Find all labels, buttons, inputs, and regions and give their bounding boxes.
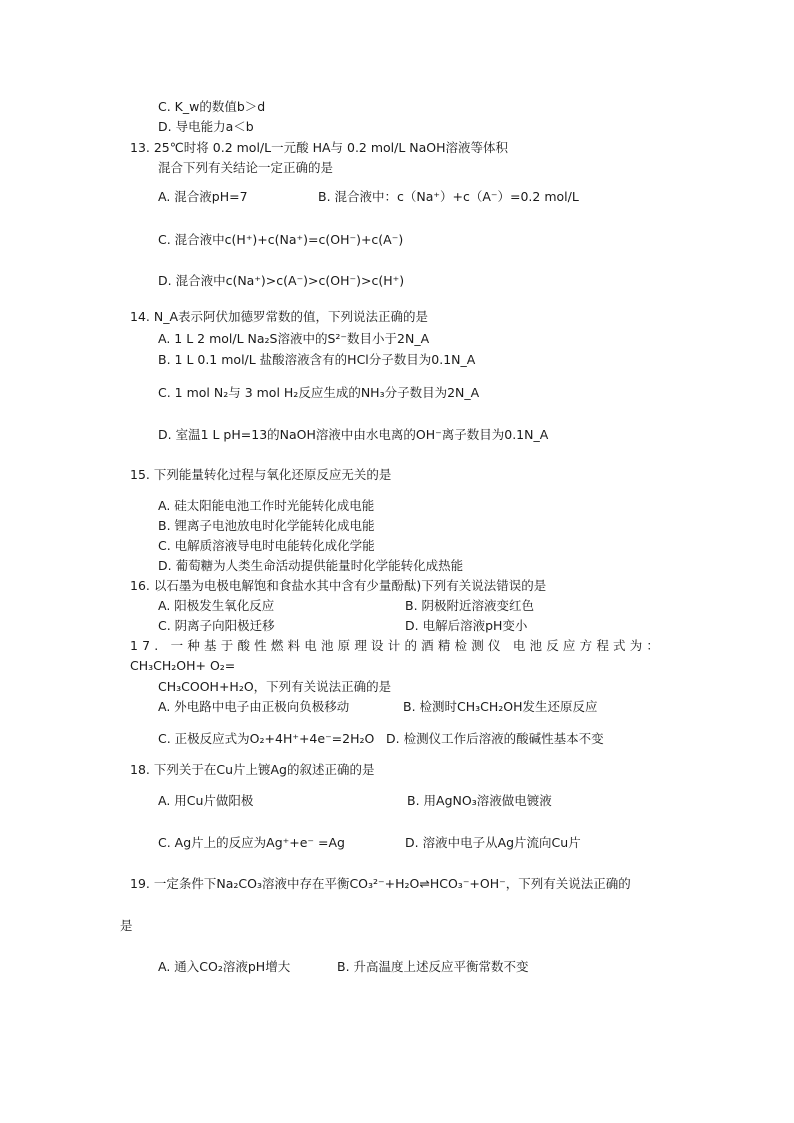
q17-option-d: D. 检测仪工作后溶液的酸碱性基本不变: [386, 731, 604, 746]
q15-option-d: D. 葡萄糖为人类生命活动提供能量时化学能转化成热能: [158, 558, 464, 573]
q17-stem-line1: 17. 一种基于酸性燃料电池原理设计的酒精检测仪 电池反应方程式为：: [130, 638, 664, 653]
q17-option-b: B. 检测时CH₃CH₂OH发生还原反应: [403, 699, 598, 714]
q19-stem-line1: 19. 一定条件下Na₂CO₃溶液中存在平衡CO₃²⁻+H₂O⇌HCO₃⁻+OH⁻，下列有关说法正确的: [130, 876, 631, 891]
q13-option-a: A. 混合液pH=7: [158, 189, 248, 204]
q18-option-d: D. 溶液中电子从Ag片流向Cu片: [405, 835, 581, 850]
q13-option-b: B. 混合液中：c（Na⁺）+c（A⁻）=0.2 mol/L: [318, 189, 579, 204]
q14-option-c: C. 1 mol N₂与 3 mol H₂反应生成的NH₃分子数目为2N_A: [158, 385, 480, 400]
q13-stem-line2: 混合下列有关结论一定正确的是: [158, 160, 334, 175]
q17-stem-line3: CH₃COOH+H₂O，下列有关说法正确的是: [158, 679, 392, 694]
q17-option-c: C. 正极反应式为O₂+4H⁺+4e⁻=2H₂O: [158, 731, 375, 746]
q18-option-a: A. 用Cu片做阳极: [158, 793, 254, 808]
q12-option-d: D. 导电能力a＜b: [158, 119, 254, 134]
q16-stem: 16. 以石墨为电极电解饱和食盐水其中含有少量酚酞)下列有关说法错误的是: [130, 578, 547, 593]
q17-stem-line2: CH₃CH₂OH+ O₂=: [130, 658, 236, 673]
q16-option-b: B. 阴极附近溶液变红色: [405, 598, 535, 613]
q13-option-c: C. 混合液中c(H⁺)+c(Na⁺)=c(OH⁻)+c(A⁻): [158, 232, 404, 247]
q16-option-a: A. 阳极发生氧化反应: [158, 598, 275, 613]
q13-option-d: D. 混合液中c(Na⁺)>c(A⁻)>c(OH⁻)>c(H⁺): [158, 273, 405, 288]
q19-option-a: A. 通入CO₂溶液pH增大: [158, 959, 291, 974]
q18-option-b: B. 用AgNO₃溶液做电镀液: [407, 793, 552, 808]
q14-option-a: A. 1 L 2 mol/L Na₂S溶液中的S²⁻数目小于2N_A: [158, 331, 430, 346]
q15-option-c: C. 电解质溶液导电时电能转化成化学能: [158, 538, 375, 553]
q16-option-c: C. 阴离子向阳极迁移: [158, 618, 275, 633]
q14-stem: 14. N_A表示阿伏加德罗常数的值，下列说法正确的是: [130, 309, 429, 324]
q14-option-b: B. 1 L 0.1 mol/L 盐酸溶液含有的HCl分子数目为0.1N_A: [158, 352, 476, 367]
q17-option-a: A. 外电路中电子由正极向负极移动: [158, 699, 350, 714]
q15-option-a: A. 硅太阳能电池工作时光能转化成电能: [158, 498, 375, 513]
q18-option-c: C. Ag片上的反应为Ag⁺+e⁻ =Ag: [158, 835, 345, 850]
q13-stem-line1: 13. 25℃时将 0.2 mol/L一元酸 HA与 0.2 mol/L NaOH溶液等体积: [130, 140, 509, 155]
q16-option-d: D. 电解后溶液pH变小: [405, 618, 528, 633]
q15-option-b: B. 锂离子电池放电时化学能转化成电能: [158, 518, 375, 533]
q18-stem: 18. 下列关于在Cu片上镀Ag的叙述正确的是: [130, 762, 375, 777]
q14-option-d: D. 室温1 L pH=13的NaOH溶液中由水电离的OH⁻离子数目为0.1N_A: [158, 427, 549, 442]
q19-stem-line2: 是: [120, 918, 133, 933]
q12-option-c: C. K_w的数值b＞d: [158, 99, 266, 114]
q19-option-b: B. 升高温度上述反应平衡常数不变: [337, 959, 529, 974]
q15-stem: 15. 下列能量转化过程与氧化还原反应无关的是: [130, 467, 392, 482]
